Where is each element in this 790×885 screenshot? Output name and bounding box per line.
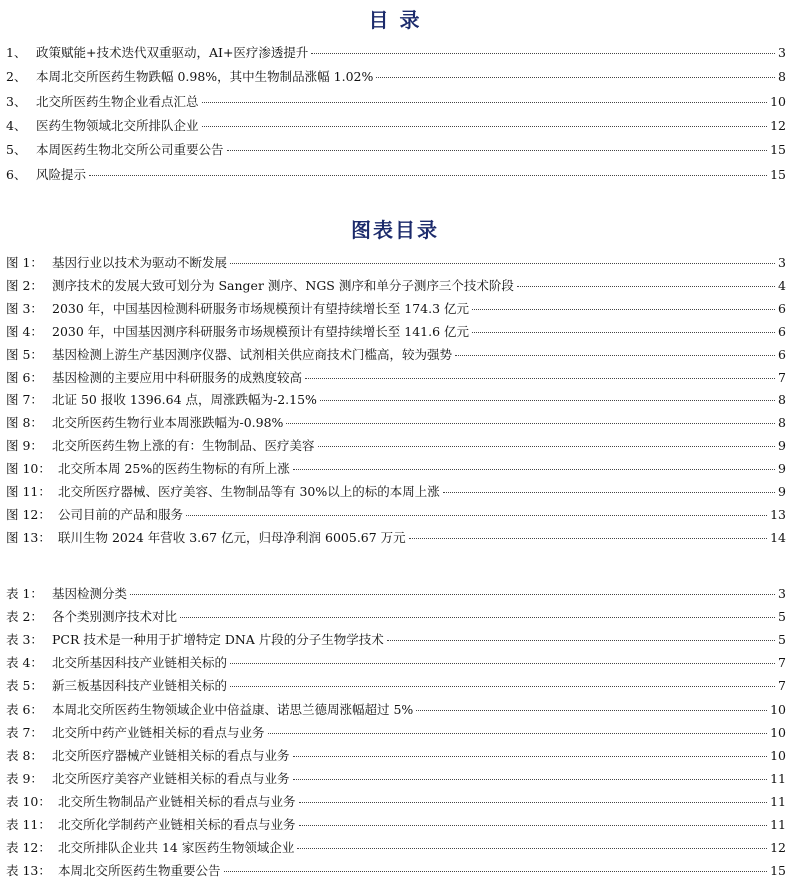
entry-page-number: 10 [770, 747, 786, 763]
entry-number: 表 2： [6, 609, 43, 625]
entry-number: 1、 [6, 45, 27, 60]
entry-title: 基因检测的主要应用中科研服务的成熟度较高 [52, 369, 303, 385]
table-entry[interactable] [6, 792, 786, 812]
figure-entry[interactable] [6, 482, 786, 502]
entry-number: 图 4： [6, 323, 43, 339]
dot-leader [293, 469, 775, 470]
entry-page-number: 3 [778, 255, 786, 270]
dot-leader [299, 825, 768, 826]
table-entry[interactable] [6, 723, 786, 743]
entry-page-number: 9 [778, 438, 786, 454]
dot-leader [443, 492, 775, 493]
entry-page-number: 15 [770, 863, 786, 879]
figure-entry[interactable] [6, 413, 786, 433]
toc-entry[interactable] [6, 116, 786, 136]
entry-number: 表 12： [6, 840, 51, 856]
dot-leader [186, 515, 767, 516]
dot-leader [227, 150, 768, 151]
entry-number: 表 13： [6, 863, 51, 879]
dot-leader [299, 802, 768, 803]
figure-entry[interactable] [6, 436, 786, 456]
figure-entry[interactable] [6, 322, 786, 342]
dot-leader [268, 733, 768, 734]
dot-leader [455, 355, 775, 356]
table-entry[interactable] [6, 700, 786, 720]
entry-page-number: 8 [778, 392, 786, 408]
entry-title: 北交所排队企业共 14 家医药生物领域企业 [58, 840, 295, 856]
dot-leader [89, 175, 767, 176]
entry-number: 6、 [6, 166, 27, 182]
entry-title: 联川生物 2024 年营收 3.67 亿元，归母净利润 6005.67 万元 [58, 529, 406, 545]
entry-title: 北交所医药生物企业看点汇总 [36, 93, 199, 109]
table-entry[interactable] [6, 607, 786, 627]
entry-title: PCR 技术是一种用于扩增特定 DNA 片段的分子生物学技术 [52, 632, 384, 648]
entry-number: 表 11： [6, 817, 51, 832]
entry-number: 表 3： [6, 632, 43, 648]
entry-number: 图 11： [6, 484, 51, 499]
entry-page-number: 6 [778, 323, 786, 339]
entry-title: 北交所医药生物上涨的有：生物制品、医疗美容 [52, 438, 315, 454]
table-entry[interactable] [6, 769, 786, 789]
figure-entry[interactable] [6, 276, 786, 296]
entry-title: 风险提示 [36, 166, 87, 182]
dot-leader [320, 400, 775, 401]
figure-entry[interactable] [6, 253, 786, 273]
entry-number: 4、 [6, 117, 27, 133]
dot-leader [180, 617, 775, 618]
toc-entry[interactable] [6, 67, 786, 87]
entry-title: 北交所化学制药产业链相关标的看点与业务 [58, 817, 296, 832]
dot-leader [293, 756, 768, 757]
entry-page-number: 5 [778, 609, 786, 625]
entry-page-number: 3 [778, 586, 786, 601]
dot-leader [230, 663, 775, 664]
dot-leader [305, 378, 775, 379]
entry-title: 北交所医疗美容产业链相关标的看点与业务 [52, 770, 290, 786]
entry-number: 表 5： [6, 678, 43, 694]
entry-page-number: 11 [770, 793, 786, 809]
entry-title: 各个类别测序技术对比 [52, 609, 178, 625]
entry-page-number: 11 [770, 817, 786, 832]
figure-entry[interactable] [6, 299, 786, 319]
entry-title: 本周北交所医药生物领域企业中倍益康、诺思兰德周涨幅超过 5% [52, 701, 414, 717]
entry-title: 本周医药生物北交所公司重要公告 [36, 142, 224, 158]
entry-page-number: 6 [778, 346, 786, 362]
dot-leader [297, 848, 767, 849]
entry-title: 2030 年，中国基因测序科研服务市场规模预计有望持续增长至 141.6 亿元 [52, 323, 470, 339]
dot-leader [409, 538, 767, 539]
entry-title: 政策赋能+技术迭代双重驱动，AI+医疗渗透提升 [36, 45, 309, 60]
entry-page-number: 14 [770, 529, 786, 545]
entry-title: 公司目前的产品和服务 [58, 506, 184, 522]
entry-title: 本周北交所医药生物跌幅 0.98%，其中生物制品涨幅 1.02% [36, 69, 374, 85]
figure-entry[interactable] [6, 345, 786, 365]
entry-title: 北证 50 报收 1396.64 点，周涨跌幅为-2.15% [52, 392, 317, 408]
entry-number: 表 4： [6, 655, 43, 671]
entry-page-number: 15 [770, 142, 786, 158]
table-entry[interactable] [6, 815, 786, 835]
toc-entry[interactable] [6, 92, 786, 112]
entry-page-number: 8 [778, 69, 786, 85]
entry-title: 北交所医药生物行业本周涨跌幅为-0.98% [52, 415, 284, 431]
entry-number: 表 9： [6, 770, 43, 786]
dot-leader [224, 871, 768, 872]
dot-leader [376, 77, 775, 78]
dot-leader [318, 446, 776, 447]
entry-number: 图 3： [6, 300, 43, 316]
entry-title: 北交所医疗器械、医疗美容、生物制品等有 30%以上的标的本周上涨 [58, 484, 440, 499]
dot-leader [202, 102, 768, 103]
toc-entry[interactable] [6, 43, 786, 63]
table-entry[interactable] [6, 653, 786, 673]
entry-page-number: 12 [770, 840, 786, 856]
entry-page-number: 12 [770, 117, 786, 133]
entry-page-number: 7 [778, 655, 786, 671]
figure-entry[interactable] [6, 459, 786, 479]
entry-page-number: 6 [778, 300, 786, 316]
dot-leader [130, 594, 775, 595]
entry-title: 基因行业以技术为驱动不断发展 [52, 255, 228, 270]
dot-leader [517, 286, 775, 287]
entry-title: 北交所生物制品产业链相关标的看点与业务 [58, 793, 296, 809]
toc-entry[interactable] [6, 165, 786, 185]
entry-number: 图 7： [6, 392, 43, 408]
entry-title: 北交所中药产业链相关标的看点与业务 [52, 724, 265, 740]
table-entry[interactable] [6, 838, 786, 858]
entry-title: 北交所本周 25%的医药生物标的有所上涨 [58, 461, 290, 477]
entry-page-number: 10 [770, 93, 786, 109]
dot-leader [387, 640, 775, 641]
table-entry[interactable] [6, 746, 786, 766]
dot-leader [472, 309, 775, 310]
entry-number: 图 2： [6, 277, 43, 293]
entry-number: 图 12： [6, 506, 51, 522]
entry-number: 图 10： [6, 461, 51, 477]
entry-page-number: 7 [778, 369, 786, 385]
entry-number: 图 13： [6, 529, 51, 545]
entry-title: 本周北交所医药生物重要公告 [58, 863, 221, 879]
dot-leader [472, 332, 775, 333]
entry-page-number: 11 [770, 770, 786, 786]
dot-leader [230, 686, 775, 687]
entry-page-number: 9 [778, 484, 786, 499]
dot-leader [286, 423, 775, 424]
dot-leader [311, 53, 775, 54]
entry-number: 表 7： [6, 724, 43, 740]
entry-page-number: 7 [778, 678, 786, 694]
entry-page-number: 8 [778, 415, 786, 431]
contents-heading: 目 录 [368, 8, 422, 32]
entry-number: 表 6： [6, 701, 43, 717]
entry-number: 5、 [6, 142, 27, 158]
entry-number: 表 10： [6, 793, 51, 809]
table-entry[interactable] [6, 676, 786, 696]
entry-title: 北交所医疗器械产业链相关标的看点与业务 [52, 747, 290, 763]
entry-page-number: 9 [778, 461, 786, 477]
table-entry[interactable] [6, 584, 786, 604]
dot-leader [230, 263, 775, 264]
entry-title: 北交所基因科技产业链相关标的 [52, 655, 228, 671]
entry-title: 2030 年，中国基因检测科研服务市场规模预计有望持续增长至 174.3 亿元 [52, 300, 470, 316]
entry-page-number: 15 [770, 166, 786, 182]
entry-number: 3、 [6, 93, 27, 109]
entry-title: 基因检测上游生产基因测序仪器、试剂相关供应商技术门槛高，较为强势 [52, 346, 453, 362]
entry-number: 图 6： [6, 369, 43, 385]
dot-leader [416, 710, 767, 711]
dot-leader [293, 779, 768, 780]
entry-title: 新三板基因科技产业链相关标的 [52, 678, 228, 694]
dot-leader [202, 126, 768, 127]
entry-number: 图 9： [6, 438, 43, 454]
entry-number: 表 1： [6, 586, 43, 601]
figure-entry[interactable] [6, 505, 786, 525]
entry-number: 表 8： [6, 747, 43, 763]
entry-page-number: 10 [770, 724, 786, 740]
entry-title: 医药生物领域北交所排队企业 [36, 117, 199, 133]
entry-page-number: 3 [778, 45, 786, 60]
toc-entry[interactable] [6, 140, 786, 160]
figure-entry[interactable] [6, 390, 786, 410]
table-entry[interactable] [6, 630, 786, 650]
entry-page-number: 5 [778, 632, 786, 648]
figures-heading: 图表目录 [351, 218, 439, 242]
figure-entry[interactable] [6, 368, 786, 388]
figure-entry[interactable] [6, 528, 786, 548]
entry-number: 图 5： [6, 346, 43, 362]
entry-number: 图 1： [6, 255, 43, 270]
entry-page-number: 4 [778, 277, 786, 293]
entry-page-number: 10 [770, 701, 786, 717]
table-entry[interactable] [6, 861, 786, 881]
entry-title: 基因检测分类 [52, 586, 128, 601]
entry-number: 图 8： [6, 415, 43, 431]
entry-title: 测序技术的发展大致可划分为 Sanger 测序、NGS 测序和单分子测序三个技术阶段 [52, 277, 514, 293]
entry-number: 2、 [6, 69, 27, 85]
entry-page-number: 13 [770, 506, 786, 522]
